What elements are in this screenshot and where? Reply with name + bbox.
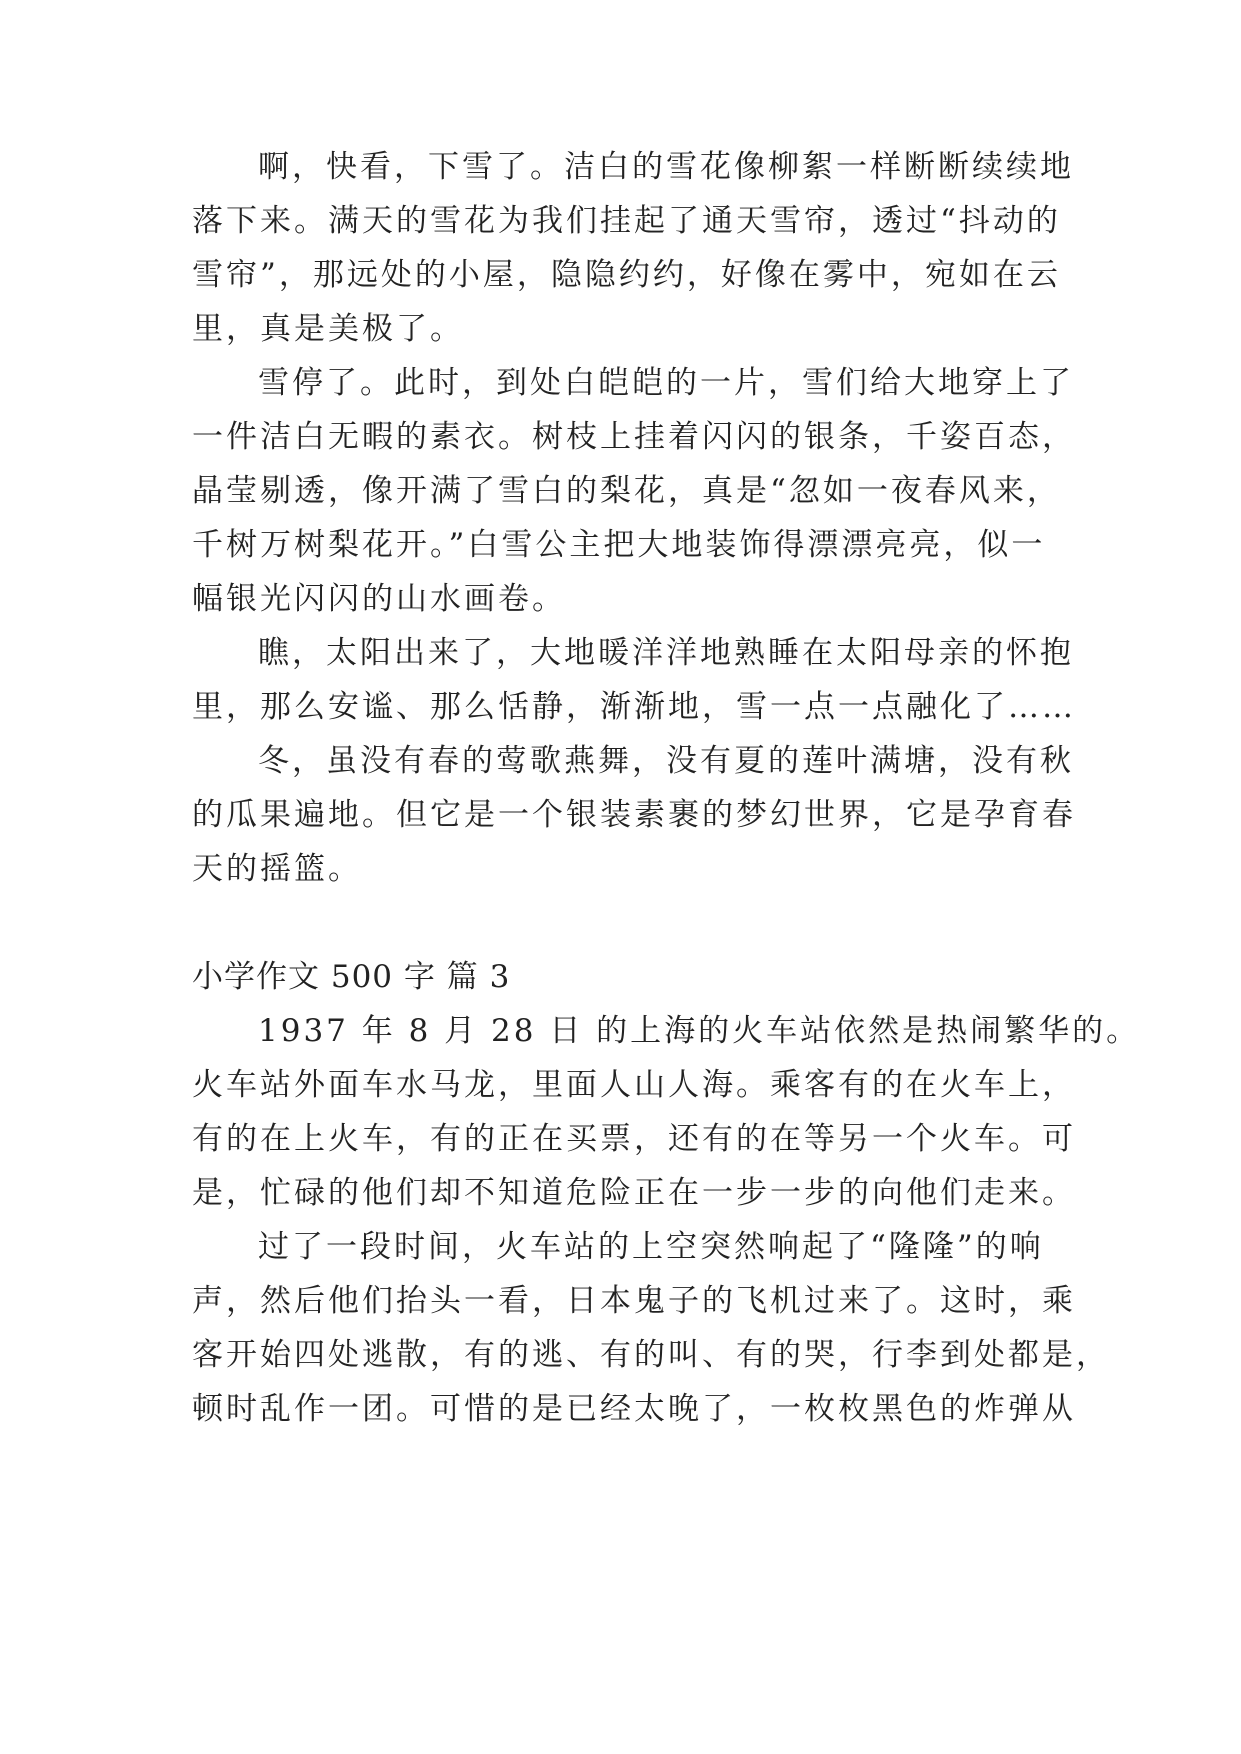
paragraph-line: 落下来。满天的雪花为我们挂起了通天雪帘，透过“抖动的 — [192, 203, 1061, 239]
paragraph-line: 啊，快看，下雪了。洁白的雪花像柳絮一样断断续续地 — [258, 149, 1074, 185]
paragraph-line: 雪停了。此时，到处白皑皑的一片，雪们给大地穿上了 — [258, 365, 1074, 401]
paragraph-line: 里，那么安谧、那么恬静，渐渐地，雪一点一点融化了…… — [192, 689, 1076, 725]
paragraph-line: 千树万树梨花开。”白雪公主把大地装饰得漂漂亮亮，似一 — [192, 527, 1046, 563]
paragraph-line: 的瓜果遍地。但它是一个银装素裹的梦幻世界，它是孕育春 — [192, 797, 1076, 833]
paragraph-line: 晶莹剔透，像开满了雪白的梨花，真是“忽如一夜春风来， — [192, 473, 1061, 509]
paragraph-line: 顿时乱作一团。可惜的是已经太晚了，一枚枚黑色的炸弹从 — [192, 1391, 1076, 1427]
section-heading: 小学作文 500 字 篇 3 — [192, 959, 511, 995]
paragraph-line: 瞧，太阳出来了，大地暖洋洋地熟睡在太阳母亲的怀抱 — [258, 635, 1074, 671]
paragraph-line: 过了一段时间，火车站的上空突然响起了“隆隆”的响 — [258, 1229, 1044, 1265]
paragraph-line: 天的摇篮。 — [192, 851, 362, 887]
paragraph-line: 客开始四处逃散，有的逃、有的叫、有的哭，行李到处都是， — [192, 1337, 1110, 1373]
paragraph-line: 1937 年 8 月 28 日 的上海的火车站依然是热闹繁华的。 — [258, 1013, 1141, 1049]
paragraph-line: 幅银光闪闪的山水画卷。 — [192, 581, 566, 617]
paragraph-line: 是，忙碌的他们却不知道危险正在一步一步的向他们走来。 — [192, 1175, 1076, 1211]
paragraph-line: 冬，虽没有春的莺歌燕舞，没有夏的莲叶满塘，没有秋 — [258, 743, 1074, 779]
paragraph-line: 里，真是美极了。 — [192, 311, 464, 347]
paragraph-line: 一件洁白无暇的素衣。树枝上挂着闪闪的银条，千姿百态， — [192, 419, 1076, 455]
paragraph-line: 火车站外面车水马龙，里面人山人海。乘客有的在火车上， — [192, 1067, 1076, 1103]
paragraph-line: 有的在上火车，有的正在买票，还有的在等另一个火车。可 — [192, 1121, 1076, 1157]
paragraph-line: 雪帘”，那远处的小屋，隐隐约约，好像在雾中，宛如在云 — [192, 257, 1061, 293]
paragraph-line: 声，然后他们抬头一看，日本鬼子的飞机过来了。这时，乘 — [192, 1283, 1076, 1319]
